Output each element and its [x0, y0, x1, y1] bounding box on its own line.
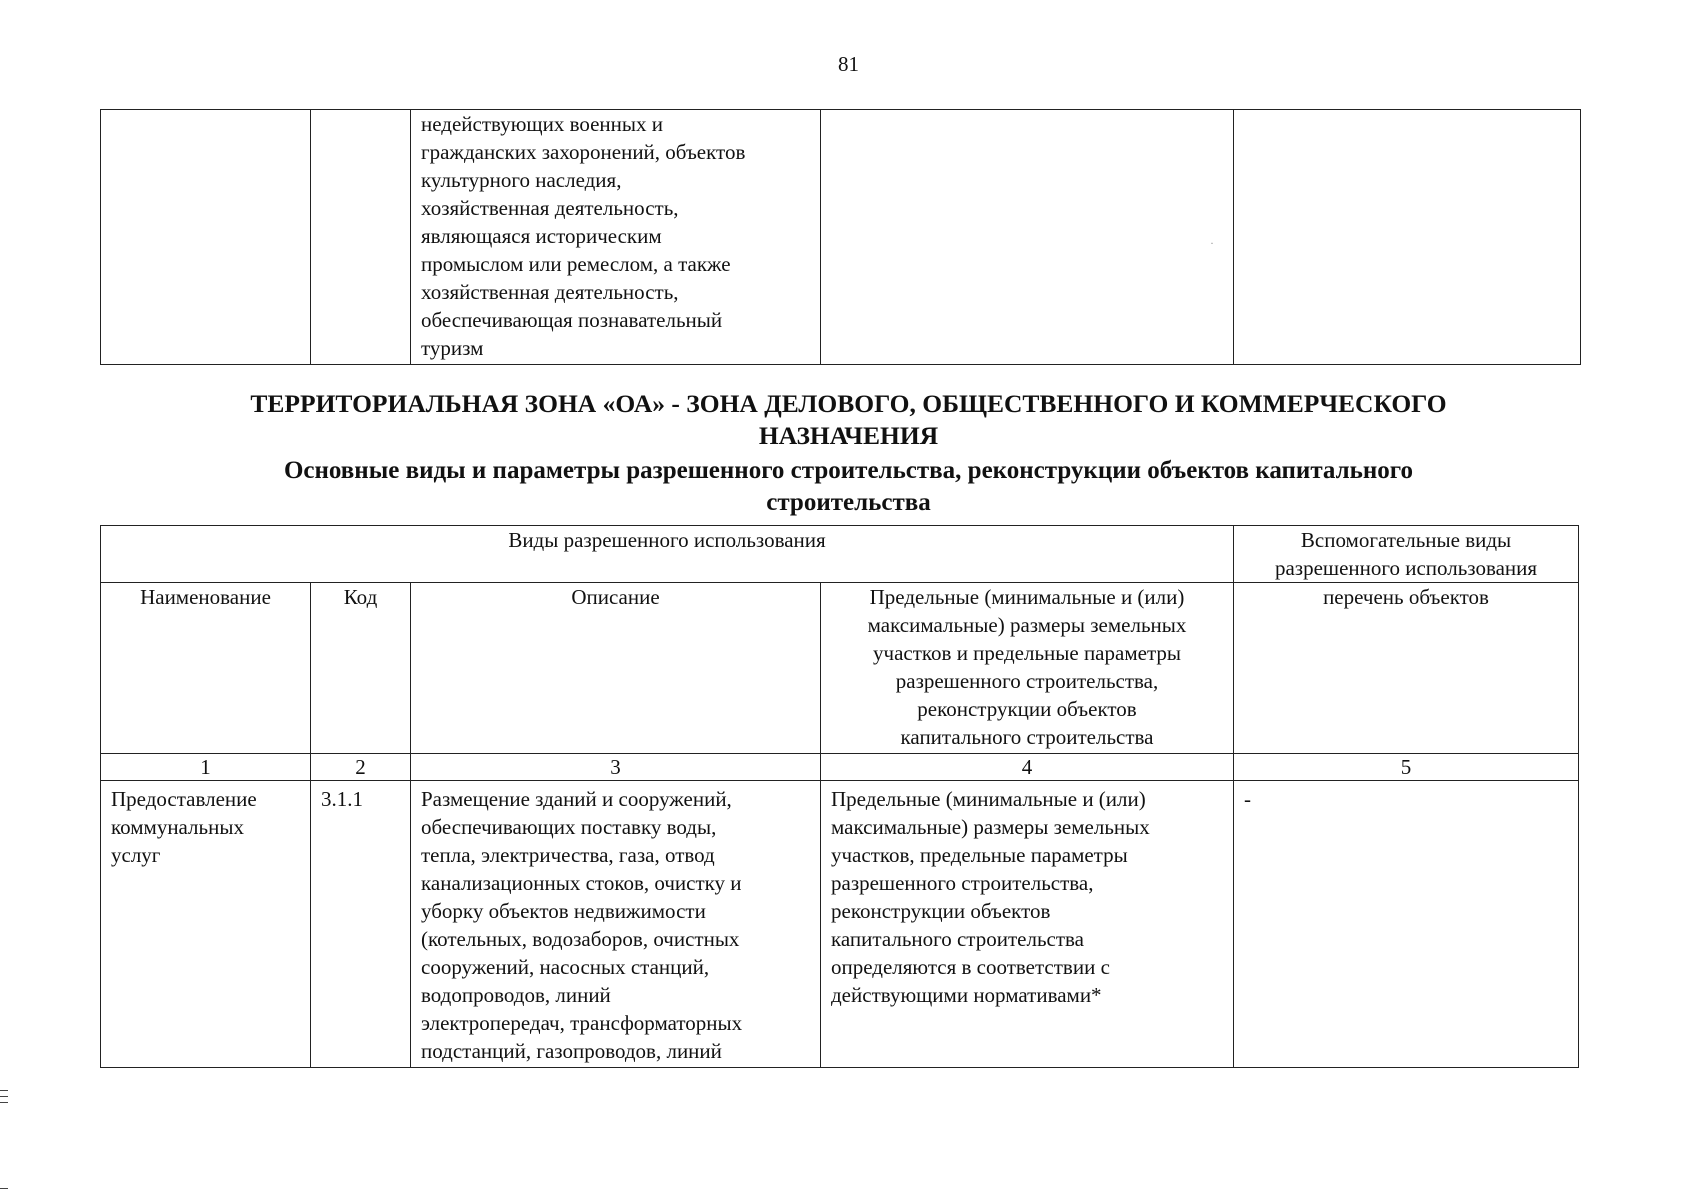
col-header-name: Наименование — [101, 583, 311, 754]
text-line: определяются в соответствии с — [831, 955, 1110, 979]
table-cell — [101, 110, 311, 365]
text-line: тепла, электричества, газа, отвод — [421, 843, 715, 867]
text-line: участков, предельные параметры — [831, 843, 1128, 867]
text-line: электропередач, трансформаторных — [421, 1011, 743, 1035]
scan-mark — [0, 1102, 8, 1103]
col-number: 2 — [311, 754, 411, 781]
section-subtitle — [0, 455, 1697, 519]
group-header: Виды разрешенного использования — [101, 526, 1234, 583]
text-line: Предельные (минимальные и (или) — [831, 787, 1146, 811]
use-limits-cell — [821, 781, 1234, 1068]
text-line: хозяйственная деятельность, — [421, 196, 679, 220]
text-line: уборку объектов недвижимости — [421, 899, 706, 923]
col-header-limits — [821, 583, 1234, 754]
text-line: сооружений, насосных станций, — [421, 955, 710, 979]
table-cell — [1234, 110, 1581, 365]
zone-title — [0, 388, 1697, 452]
text-line: капитального строительства — [831, 927, 1084, 951]
scan-mark — [0, 1188, 8, 1189]
header-line: разрешенного строительства, — [895, 669, 1159, 693]
col-number: 4 — [821, 754, 1234, 781]
permitted-use-table — [100, 525, 1579, 1068]
text-line: гражданских захоронений, объектов — [421, 140, 746, 164]
table-cell — [311, 110, 411, 365]
col-number: 5 — [1234, 754, 1579, 781]
description-cell — [411, 110, 821, 365]
text-line: реконструкции объектов — [831, 899, 1051, 923]
scan-mark — [0, 1096, 8, 1097]
text-line: промыслом или ремеслом, а также — [421, 252, 731, 276]
text-line: (котельных, водозаборов, очистных — [421, 927, 740, 951]
col-header-description: Описание — [411, 583, 821, 754]
text-line: Предоставление — [111, 787, 257, 811]
text-line: максимальные) размеры земельных — [831, 815, 1150, 839]
text-line: обеспечивающих поставку воды, — [421, 815, 717, 839]
col-number: 3 — [411, 754, 821, 781]
column-header-row — [101, 583, 1579, 754]
table-cell — [821, 110, 1234, 365]
col-header-objects: перечень объектов — [1234, 583, 1579, 754]
text-line: подстанций, газопроводов, линий — [421, 1039, 722, 1063]
text-line: коммунальных — [111, 815, 244, 839]
column-number-row — [101, 754, 1579, 781]
use-code-cell: 3.1.1 — [311, 781, 411, 1068]
zone-title-line: ТЕРРИТОРИАЛЬНАЯ ЗОНА «ОА» - ЗОНА ДЕЛОВОГО, ОБЩЕСТВЕННОГО И КОММЕРЧЕСКОГО — [250, 389, 1447, 418]
text-line: хозяйственная деятельность, — [421, 280, 679, 304]
text-line: действующими нормативами* — [831, 983, 1102, 1007]
text-line: туризм — [421, 336, 484, 360]
header-line: капитального строительства — [900, 725, 1154, 749]
header-row — [101, 526, 1579, 583]
text-line: канализационных стоков, очистку и — [421, 871, 742, 895]
scan-speck: · — [1210, 236, 1214, 250]
header-line: Предельные (минимальные и (или) — [869, 585, 1185, 609]
text-line: обеспечивающая познавательный — [421, 308, 723, 332]
text-line: культурного наследия, — [421, 168, 622, 192]
col-number: 1 — [101, 754, 311, 781]
subtitle-line: Основные виды и параметры разрешенного строительства, реконструкции объектов капитального — [283, 457, 1414, 484]
text-line: недействующих военных и — [421, 112, 663, 136]
aux-header — [1234, 526, 1579, 583]
continuation-table — [100, 109, 1581, 365]
text-line: водопроводов, линий — [421, 983, 611, 1007]
header-line: участков и предельные параметры — [873, 641, 1181, 665]
header-line: максимальные) размеры земельных — [867, 613, 1187, 637]
text-line: являющаяся историческим — [421, 224, 662, 248]
subtitle-line: строительства — [766, 489, 931, 516]
auxiliary-cell: - — [1234, 781, 1579, 1068]
scan-mark — [0, 1090, 8, 1091]
text-line: услуг — [111, 843, 161, 867]
text-line: разрешенного строительства, — [831, 871, 1094, 895]
aux-header-line: разрешенного использования — [1274, 556, 1538, 580]
use-name-cell — [101, 781, 311, 1068]
table-row — [101, 781, 1579, 1068]
header-line: реконструкции объектов — [917, 697, 1137, 721]
zone-title-line: НАЗНАЧЕНИЯ — [758, 421, 939, 450]
col-header-code: Код — [311, 583, 411, 754]
aux-header-line: Вспомогательные виды — [1300, 528, 1512, 552]
page-number: 81 — [838, 52, 859, 76]
table-row — [101, 110, 1581, 365]
use-description-cell — [411, 781, 821, 1068]
text-line: Размещение зданий и сооружений, — [421, 787, 732, 811]
